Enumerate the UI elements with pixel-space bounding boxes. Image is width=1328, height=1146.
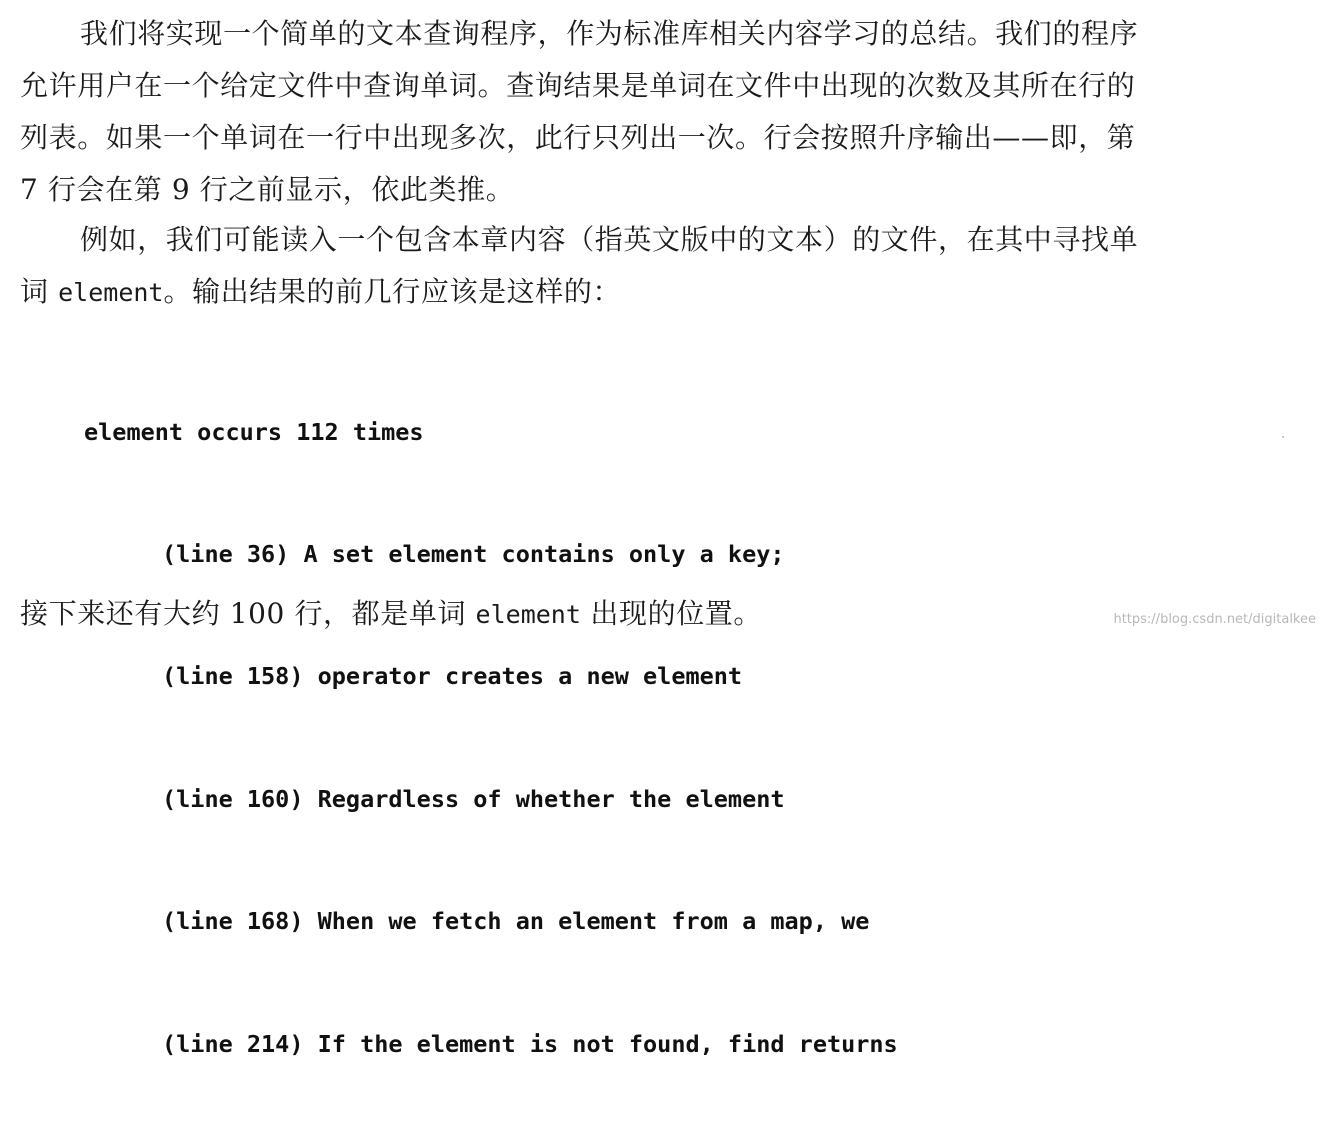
watermark-url: https://blog.csdn.net/digitalkee: [1113, 612, 1316, 627]
text-segment: 词: [20, 275, 59, 308]
paragraph-line: 7 行会在第 9 行之前显示，依此类推。: [20, 173, 515, 206]
paragraph-example: [20, 214, 1295, 318]
code-entry-line: (line 160) Regardless of whether the element: [162, 784, 785, 813]
paragraph-line: 例如，我们可能读入一个包含本章内容（指英文版中的文本）的文件，在其中寻找单: [80, 223, 1139, 256]
inline-code: element: [58, 278, 164, 307]
text-segment: 。输出结果的前几行应该是这样的：: [163, 275, 622, 308]
paragraph-intro: [20, 8, 1295, 216]
paragraph-line: 我们将实现一个简单的文本查询程序，作为标准库相关内容学习的总结。我们的程序: [80, 17, 1139, 50]
paragraph-closing: [20, 588, 1295, 640]
paragraph-line: [20, 266, 1295, 318]
code-entry-line: (line 36) A set element contains only a key;: [162, 539, 785, 568]
paragraph-line: 列表。如果一个单词在一行中出现多次，此行只列出一次。行会按照升序输出——即，第: [20, 121, 1136, 154]
code-entry-line: (line 214) If the element is not found, find returns: [162, 1029, 898, 1058]
code-entry-line: (line 168) When we fetch an element from a map, we: [162, 907, 870, 936]
text-segment: 接下来还有大约 100 行，都是单词: [20, 597, 476, 630]
code-entry-line: (line 158) operator creates a new element: [162, 662, 743, 691]
text-segment: 出现的位置。: [580, 597, 763, 630]
inline-code: element: [475, 600, 581, 629]
paragraph-line: [20, 588, 1295, 640]
scan-speck: [1282, 436, 1284, 438]
paragraph-line: 允许用户在一个给定文件中查询单词。查询结果是单词在文件中出现的次数及其所在行的: [20, 69, 1136, 102]
code-header-line: element occurs 112 times: [84, 417, 424, 446]
code-output-block: [84, 330, 898, 1146]
